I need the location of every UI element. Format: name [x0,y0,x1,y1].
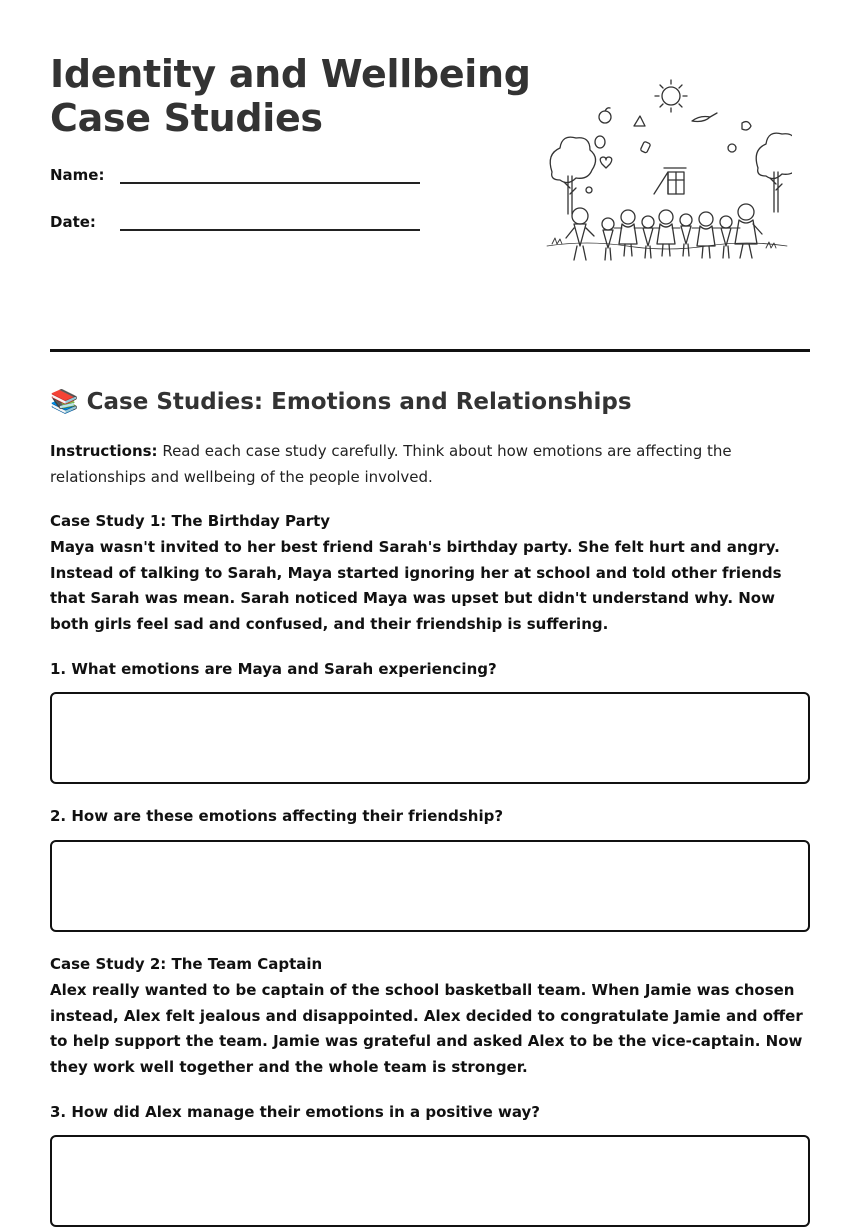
answer-box-3[interactable] [50,1135,810,1227]
name-field[interactable] [50,166,104,184]
name-line[interactable] [120,182,420,184]
instructions [50,438,810,490]
children-row-icon [566,204,762,260]
name-label: Name: [50,166,105,184]
case-study-1-title: Case Study 1: The Birthday Party [50,512,331,530]
worksheet-header [50,0,810,352]
date-field[interactable] [50,213,96,231]
instructions-label: Instructions: [50,442,158,460]
date-label: Date: [50,213,96,231]
case-study-1-body: Maya wasn't invited to her best friend Sarah's birthday party. She felt hurt and angry. Instead of talking to Sarah, Maya started ignoring her at school and told other friends that Sarah was mean. Sarah noticed Maya was upset but didn't understand why. Now both girls feel sad and confused, and their friendship is suffering. [50,538,782,633]
date-line[interactable] [120,229,420,231]
answer-box-2[interactable] [50,840,810,932]
section-title [50,388,632,415]
children-playground-illustration-icon [542,76,792,268]
section-title-text: Case Studies: Emotions and Relationships [86,389,632,415]
case-study-2-title: Case Study 2: The Team Captain [50,955,323,973]
tree-icon [550,137,595,214]
question-1: 1. What emotions are Maya and Sarah experiencing? [50,660,497,678]
title-line-2: Case Studies [50,96,323,140]
question-3: 3. How did Alex manage their emotions in a positive way? [50,1103,540,1121]
answer-box-1[interactable] [50,692,810,784]
case-study-2-body: Alex really wanted to be captain of the school basketball team. When Jamie was chosen instead, Alex felt jealous and disappointed. Alex decided to congratulate Jamie and offer to help support the team. Jamie was grateful and asked Alex to be the vice-captain. Now they work well together and the whole team is stronger. [50,981,803,1076]
header-divider [50,349,810,352]
question-2: 2. How are these emotions affecting their friendship? [50,807,504,825]
tree-icon [756,133,792,212]
books-icon: 📚 [50,389,79,415]
page-title [50,52,531,140]
title-line-1: Identity and Wellbeing [50,52,531,96]
sun-icon [655,80,687,112]
worksheet-page [50,0,810,1121]
slide-icon [654,168,686,194]
instructions-text: Read each case study carefully. Think about how emotions are affecting the relationships and wellbeing of the people involved. [50,442,732,486]
